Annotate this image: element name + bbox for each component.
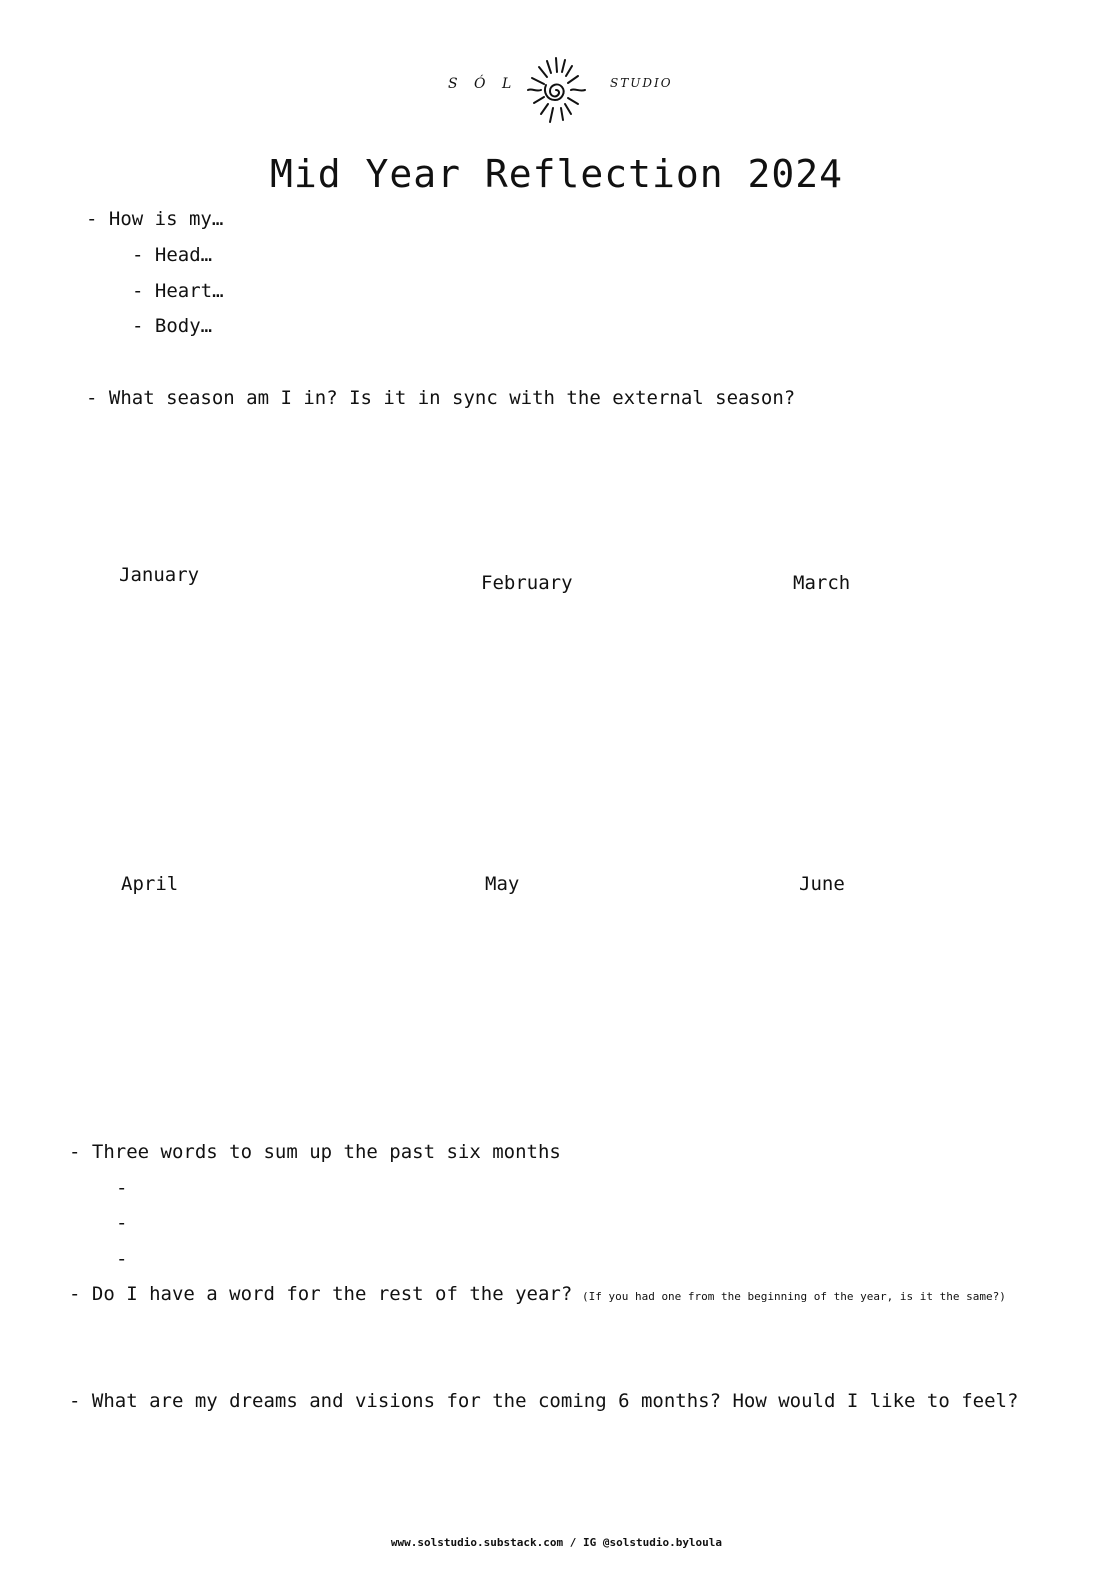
how-is-my-prompt: - How is my…	[86, 208, 224, 230]
list-item-body: - Body…	[132, 315, 213, 337]
sun-spiral-icon	[520, 52, 592, 130]
three-words-bullet-3: -	[116, 1248, 128, 1270]
brand-text-right: STUDIO	[610, 76, 673, 90]
page-title: Mid Year Reflection 2024	[269, 152, 844, 196]
word-question-note: (If you had one from the beginning of the year, is it the same?)	[581, 1290, 1006, 1303]
brand-logo	[440, 48, 680, 138]
dreams-question: - What are my dreams and visions for the coming 6 months? How would I like to feel?	[69, 1390, 1019, 1412]
month-june: June	[799, 873, 845, 895]
month-january: January	[119, 564, 200, 586]
list-item-head: - Head…	[132, 244, 213, 266]
month-february: February	[481, 572, 573, 594]
month-april: April	[121, 873, 179, 895]
three-words-bullet-2: -	[116, 1212, 128, 1234]
season-question: - What season am I in? Is it in sync with the external season?	[86, 387, 796, 409]
month-march: March	[793, 572, 851, 594]
brand-text-left: S Ó L	[448, 76, 518, 92]
three-words-bullet-1: -	[116, 1177, 128, 1199]
three-words-prompt: - Three words to sum up the past six months	[69, 1141, 561, 1163]
month-may: May	[485, 873, 520, 895]
footer: www.solstudio.substack.com / IG @solstudio.byloula	[390, 1536, 723, 1549]
list-item-heart: - Heart…	[132, 280, 224, 302]
word-question	[69, 1283, 1006, 1305]
word-question-prompt: - Do I have a word for the rest of the year?	[69, 1283, 573, 1305]
